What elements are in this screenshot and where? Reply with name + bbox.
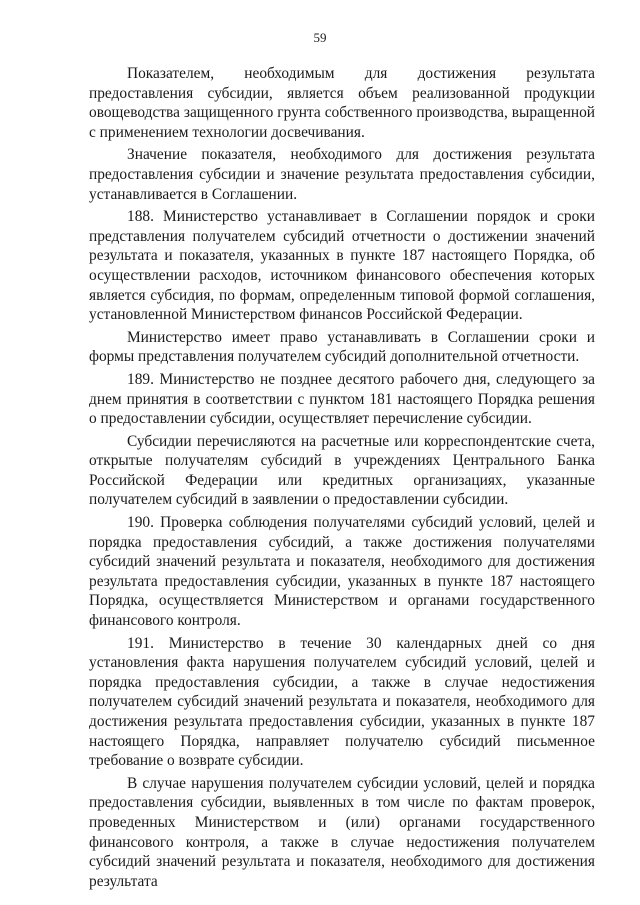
paragraph-violation-case: В случае нарушения получателем субсидии условий, целей и порядка предоставления субсидии, выявленных в том числе по фактам проверок, проведенных Министерством и (или) органами государственного финансового контроля, а также в случае недостижения получателем субсидий значений результата и показателя, необходимого для достижения результата (89, 774, 595, 890)
paragraph-188: 188. Министерство устанавливает в Соглашении порядок и сроки представления получателем субсидий отчетности о достижении значений результата и показателя, указанных в пункте 187 настоящего Порядка, об осуществлении расходов, источником финансового обеспечения которых является субсидия, по формам, определенным типовой формой соглашения, установленной Министерством финансов Российской Федерации. (89, 208, 595, 324)
page-number: 59 (313, 30, 327, 45)
paragraph-transfer-accounts: Субсидии перечисляются на расчетные или корреспондентские счета, открытые получателям субсидий в учреждениях Центрального Банка Российской Федерации или кредитных организациях, указанные получателем субсидий в заявлении о предоставлении субсидии. (89, 432, 595, 509)
paragraph-indicator-definition: Показателем, необходимым для достижения результата предоставления субсидии, является объем реализованной продукции овощеводства защищенного грунта собственного производства, выращенной с применением технологии досвечивания. (89, 65, 595, 141)
paragraph-191: 191. Министерство в течение 30 календарных дней со дня установления факта нарушения получателем субсидий условий, целей и порядка предоставления субсидии, а также в случае недостижения получателем субсидий значений результата и показателя, необходимого для достижения результата предоставления субсидии, указанных в пункте 187 настоящего Порядка, направляет получателю субсидий письменное требование о возврате субсидии. (89, 634, 595, 770)
paragraph-189: 189. Министерство не позднее десятого рабочего дня, следующего за днем принятия в соответствии с пунктом 181 настоящего Порядка решения о предоставлении субсидии, осуществляет перечисление субсидии. (89, 370, 595, 428)
paragraph-190: 190. Проверка соблюдения получателями субсидий условий, целей и порядка предоставления субсидий, а также достижения получателями субсидий значений результата и показателя, необходимого для достижения результата предоставления субсидии, указанных в пункте 187 настоящего Порядка, осуществляется Министерством и органами государственного финансового контроля. (89, 514, 595, 630)
paragraph-indicator-value: Значение показателя, необходимого для достижения результата предоставления субсидии и значение результата предоставления субсидии, устанавливается в Соглашении. (89, 146, 595, 203)
paragraph-additional-reporting: Министерство имеет право устанавливать в Соглашении сроки и формы представления получателем субсидий дополнительной отчетности. (89, 328, 595, 366)
document-body (89, 64, 595, 891)
